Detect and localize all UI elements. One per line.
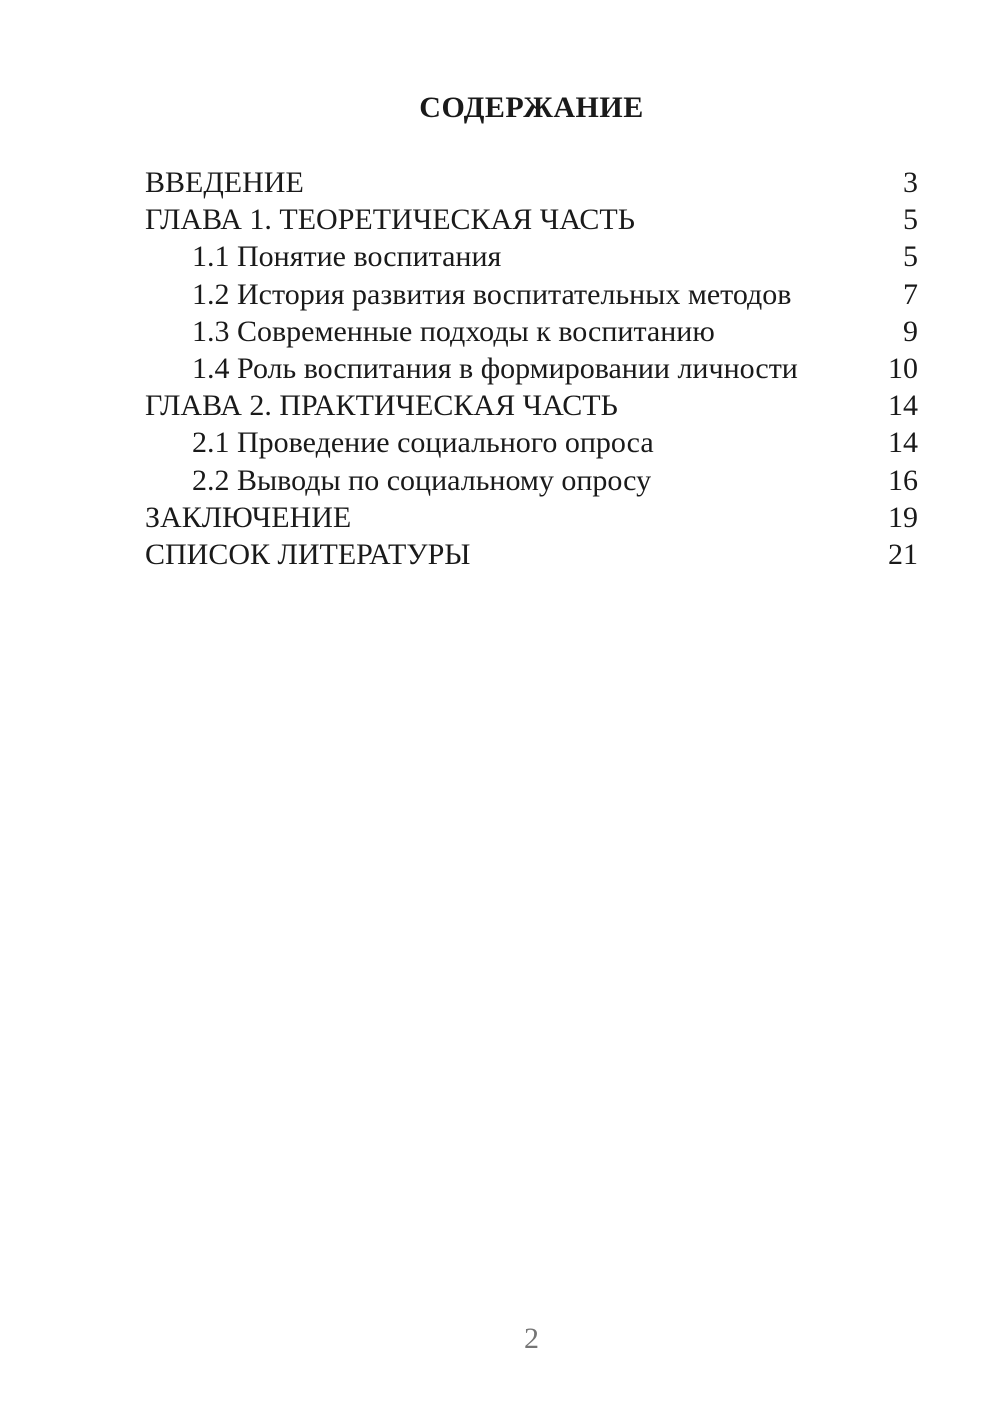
toc-entry-label: 1.3 Современные подходы к воспитанию xyxy=(192,314,715,348)
toc-entry xyxy=(145,462,918,499)
toc-entry xyxy=(145,276,918,313)
toc-entry xyxy=(145,350,918,387)
toc-entry xyxy=(145,387,918,424)
toc-entry-label: ГЛАВА 2. ПРАКТИЧЕСКАЯ ЧАСТЬ xyxy=(145,389,618,423)
footer-page-number: 2 xyxy=(524,1322,539,1355)
toc-entry xyxy=(145,164,918,201)
toc-entry-label: ГЛАВА 1. ТЕОРЕТИЧЕСКАЯ ЧАСТЬ xyxy=(145,203,635,237)
toc-entry xyxy=(145,201,918,238)
toc-entry-page: 3 xyxy=(903,166,918,199)
toc-entry-page: 5 xyxy=(903,203,918,237)
toc-entry-label: ЗАКЛЮЧЕНИЕ xyxy=(145,500,352,534)
toc-entry-label: 1.2 История развития воспитательных методов xyxy=(192,277,792,311)
toc-entry-label: 2.1 Проведение социального опроса xyxy=(192,426,654,460)
toc-entry-page: 21 xyxy=(888,537,918,571)
page-title: СОДЕРЖАНИЕ xyxy=(419,91,644,124)
toc-entry-page: 7 xyxy=(903,277,918,311)
toc-entry-label: СПИСОК ЛИТЕРАТУРЫ xyxy=(145,537,471,571)
toc-entry xyxy=(145,499,918,536)
toc-entry-page: 5 xyxy=(903,240,918,274)
toc-entry xyxy=(145,536,918,573)
toc-entry-label: 2.2 Выводы по социальному опросу xyxy=(192,463,652,497)
toc-entry xyxy=(145,313,918,350)
toc-entry-page: 16 xyxy=(888,463,918,497)
toc-entry-page: 14 xyxy=(888,389,918,423)
table-of-contents xyxy=(145,164,918,573)
toc-entry xyxy=(145,238,918,275)
toc-entry xyxy=(145,424,918,461)
toc-entry-label: 1.4 Роль воспитания в формировании личности xyxy=(192,351,798,385)
toc-entry-label: ВВЕДЕНИЕ xyxy=(145,166,304,199)
toc-entry-page: 14 xyxy=(888,426,918,460)
toc-entry-page: 19 xyxy=(888,500,918,534)
toc-entry-page: 10 xyxy=(888,351,918,385)
toc-entry-label: 1.1 Понятие воспитания xyxy=(192,240,502,274)
toc-entry-page: 9 xyxy=(903,314,918,348)
